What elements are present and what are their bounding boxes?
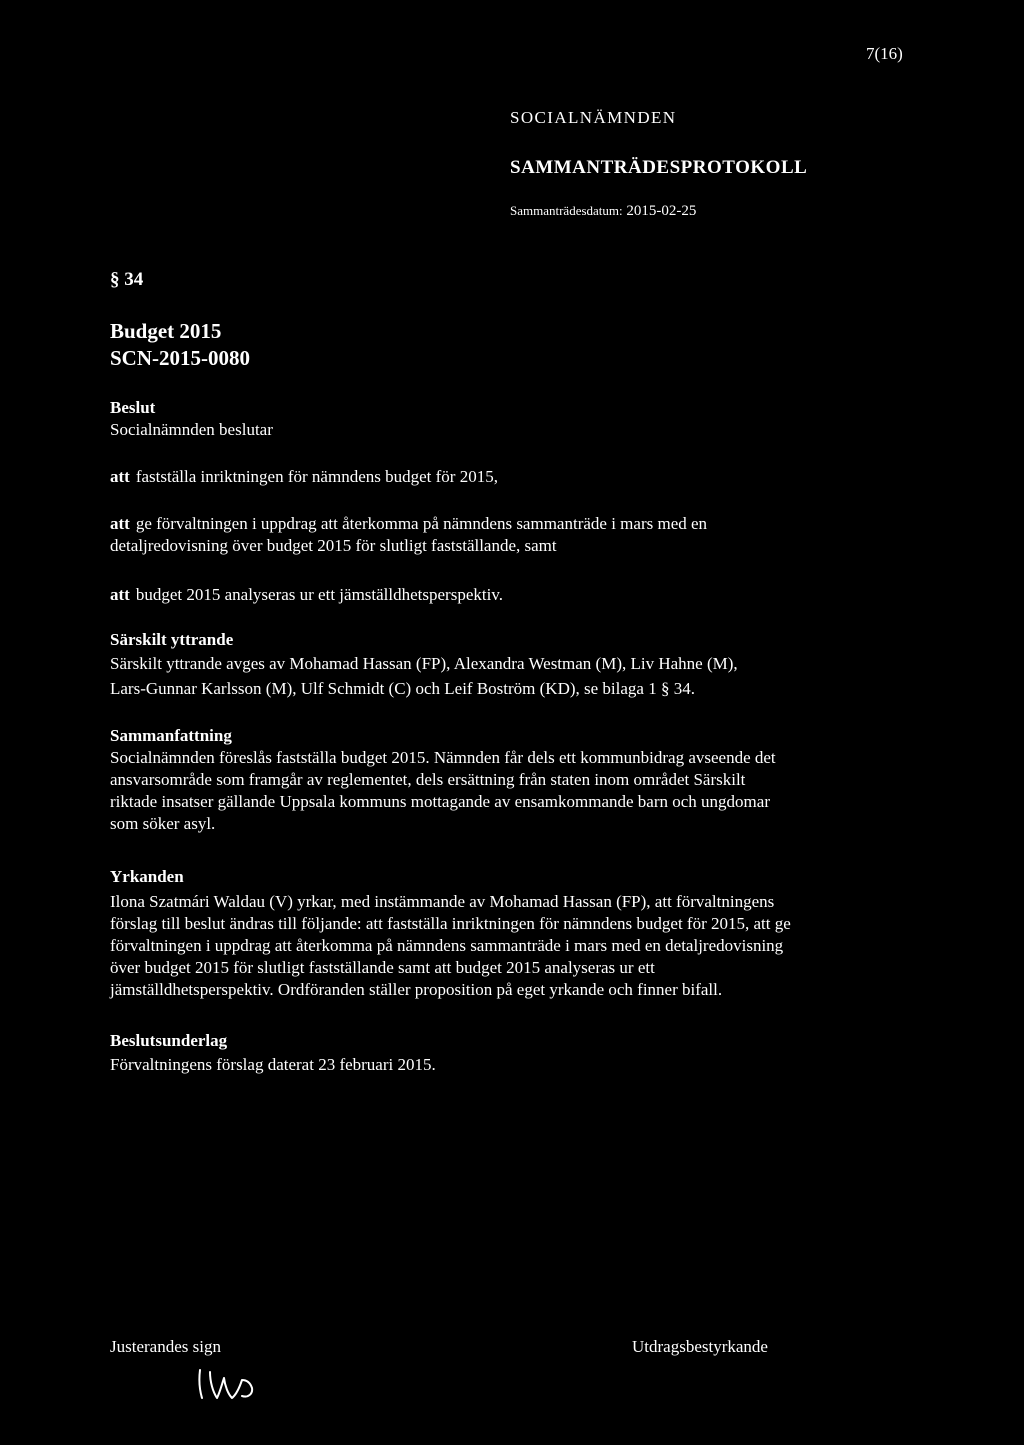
- motions-section: [110, 866, 791, 1001]
- special-statement-heading: Särskilt yttrande: [110, 630, 234, 649]
- basis-section: [110, 1030, 436, 1076]
- motions-line: Ilona Szatmári Waldau (V) yrkar, med instämmande av Mohamad Hassan (FP), att förvaltningens: [110, 892, 775, 911]
- decision-item-text: ge förvaltningen i uppdrag att återkomma på nämndens sammanträde i mars med en: [135, 514, 708, 533]
- justerandes-sign-label: Justerandes sign: [110, 1337, 221, 1356]
- att-keyword: att: [110, 467, 130, 486]
- meeting-date: [510, 203, 696, 220]
- decision-intro: Socialnämnden beslutar: [110, 420, 273, 439]
- case-number: SCN-2015-0080: [110, 346, 250, 370]
- basis-heading: Beslutsunderlag: [110, 1031, 228, 1050]
- agenda-title: [110, 318, 250, 372]
- utdragsbestyrkande-label: Utdragsbestyrkande: [632, 1337, 768, 1356]
- summary-line: Socialnämnden föreslås fastställa budget 2015. Nämnden får dels ett kommunbidrag avseende det: [110, 748, 776, 767]
- committee-name: SOCIALNÄMNDEN: [510, 108, 677, 127]
- motions-line: över budget 2015 för slutligt fastställande samt att budget 2015 analyseras ur ett: [110, 958, 655, 977]
- summary-line: riktade insatser gällande Uppsala kommuns mottagande av ensamkommande barn och ungdomar: [110, 792, 770, 811]
- summary-heading: Sammanfattning: [110, 726, 232, 745]
- special-statement-line: Särskilt yttrande avges av Mohamad Hassan (FP), Alexandra Westman (M), Liv Hahne (M),: [110, 654, 738, 673]
- motions-heading: Yrkanden: [110, 867, 184, 886]
- summary-section: [110, 725, 776, 835]
- decision-item-1: [110, 466, 498, 488]
- summary-line: ansvarsområde som framgår av reglementet, dels ersättning från staten inom området Särskilt: [110, 770, 746, 789]
- special-statement-section: [110, 629, 738, 700]
- motions-line: förvaltningen i uppdrag att återkomma på nämndens sammanträde i mars med en detaljredovisning: [110, 936, 784, 955]
- basis-text: Förvaltningens förslag daterat 23 februari 2015.: [110, 1055, 436, 1074]
- decision-item-2: [110, 513, 707, 557]
- att-keyword: att: [110, 514, 130, 533]
- summary-line: som söker asyl.: [110, 814, 216, 833]
- decision-section: [110, 397, 273, 441]
- decision-item-text: fastställa inriktningen för nämndens budget för 2015,: [135, 467, 498, 486]
- motions-line: förslag till beslut ändras till följande: att fastställa inriktningen för nämndens budget för 2015, att ge: [110, 914, 791, 933]
- att-keyword: att: [110, 585, 130, 604]
- protocol-title: SAMMANTRÄDESPROTOKOLL: [510, 157, 808, 178]
- section-mark: § 34: [110, 269, 144, 290]
- decision-item-3: [110, 584, 503, 606]
- special-statement-line: Lars-Gunnar Karlsson (M), Ulf Schmidt (C) och Leif Boström (KD), se bilaga 1 § 34.: [110, 679, 695, 698]
- motions-line: jämställdhetsperspektiv. Ordföranden ställer proposition på eget yrkande och finner bifall.: [110, 980, 723, 999]
- page-number: 7(16): [866, 44, 903, 63]
- meeting-date-label: Sammanträdesdatum:: [510, 203, 623, 218]
- handwritten-initials-signature: [196, 1364, 260, 1404]
- decision-item-text-cont: detaljredovisning över budget 2015 för slutligt fastställande, samt: [110, 536, 557, 555]
- decision-heading: Beslut: [110, 398, 156, 417]
- meeting-date-value: 2015-02-25: [626, 203, 697, 219]
- agenda-title-text: Budget 2015: [110, 319, 222, 343]
- decision-item-text: budget 2015 analyseras ur ett jämställdhetsperspektiv.: [135, 585, 503, 604]
